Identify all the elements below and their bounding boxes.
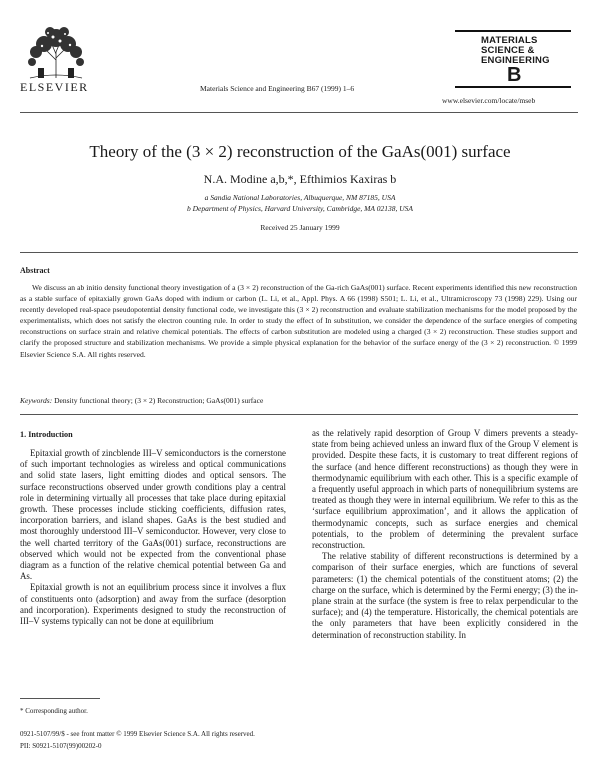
keywords-label: Keywords: [20, 396, 53, 405]
left-column [20, 448, 286, 627]
article-authors: N.A. Modine a,b,*, Efthimios Kaxiras b [203, 172, 397, 186]
article-title: Theory of the (3 × 2) reconstruction of the GaAs(001) surface [89, 142, 511, 161]
paragraph: The relative stability of different reconstructions is determined by a comparison of their surface energies, which are functions of several parameters: (1) the chemical potentials of the constituent atoms; (2) the charge on the surface, which is determined by the Fermi energy; (3) the in-plane strain at the surface (the system is free to relax perpendicular to the surface); and (4) the temperature. Historically, the chemical potentials are the only parameters that have been explicitly considered in the determination of reconstruction stability. In [312, 551, 578, 640]
journal-logo-line: MATERIALS [481, 35, 538, 46]
received-date: Received 25 January 1999 [260, 223, 340, 232]
footnote-rule [20, 698, 100, 699]
keywords-values: Density functional theory; (3 × 2) Reconstruction; GaAs(001) surface [54, 396, 264, 405]
journal-logo-line: ENGINEERING [481, 55, 550, 66]
abstract-top-rule [20, 252, 578, 253]
issn-line: 0921-5107/99/$ - see front matter © 1999 Elsevier Science S.A. All rights reserved. [20, 730, 255, 738]
journal-logo-letter: B [507, 64, 522, 86]
abstract-bottom-rule [20, 414, 578, 415]
right-column [312, 428, 578, 641]
header-rule [20, 112, 578, 113]
journal-logo-line: SCIENCE & [481, 45, 535, 56]
abstract-heading: Abstract [20, 266, 50, 275]
corresponding-author-note: * Corresponding author. [20, 707, 88, 715]
journal-logo-title [481, 36, 571, 66]
journal-logo [455, 30, 571, 88]
affiliation-b: b Department of Physics, Harvard University, Cambridge, MA 02138, USA [186, 204, 414, 213]
paragraph: Epitaxial growth of zincblende III–V semiconductors is the cornerstone of such important technologies as wireless and optical communications and solid state lasers, light emitting diodes and optical sensors. The surface reconstructions observed under growth conditions play a central role in determining virtually all processes that take place during epitaxial growth. These processes include sticking coefficients, diffusion rates, incorporation barriers, and island shapes. GaAs is the best studied and most thoroughly understood III–V semiconductor. However, very close to the well charted territory of the GaAs(001) surface, reconstructions are observed which would not be expected from the conventional phase diagram as a function of the relative chemical potential between Ga and As. [20, 448, 286, 582]
paragraph: Epitaxial growth is not an equilibrium process since it involves a flux of constituents onto (adsorption) and away from the surface (desorption and incorporation). Experiments designed to study the reconstruction of III–V systems typically can not be done at equilibrium [20, 582, 286, 627]
publisher-name: ELSEVIER [20, 80, 89, 94]
abstract-text: We discuss an ab initio density functional theory investigation of a (3 × 2) reconstruction of the Ga-rich GaAs(001) surface. Recent experiments identified this new reconstruction as a stable surface of epitaxially grown GaAs doped with indium or carbon (L. Li, et al., Appl. Phys. A 66 (1998) S501; L. Li, et al., Ultramicroscopy 73 (1998) 229). Using our recently developed real-space pseudopotential density functional code, we investigate this (3 × 2) reconstruction and evaluate stabilization mechanisms for the model proposed by the experimentalists, which does not satisfy the electron counting rule. In order to study the effect of In substitution, we consider the dependence of the surface energies of competing reconstructions on surface strain and relative chemical potentials. The effects of carbon substitution are modeled using a charged (3 × 2) reconstruction. These studies support and clarify the proposed structure and stabilization mechanisms. We provide a simple physical explanation for the behavior of the surface energy of the (3 × 2) reconstruction. © 1999 Elsevier Science S.A. All rights reserved. [20, 283, 577, 359]
affiliation-a: a Sandia National Laboratories, Albuquerque, NM 87185, USA [204, 193, 396, 202]
paragraph: as the relatively rapid desorption of Group V dimers prevents a steady-state from being achieved unless an inward flux of the Group V element is provided. Despite these facts, it is customary to treat different regions of the surface (and hence different reconstructions) as though they were in thermodynamic equilibrium with each other. This is a specific example of a frequently useful approach in which parts of nonequilibrium systems are treated as though they were in internal equilibrium. We refer to this as the ‘surface equilibrium approximation’, and it allows the application of thermodynamic concepts, such as surface energies and chemical potentials, to the problem of determining the prevalent surface reconstruction. [312, 428, 578, 551]
keywords-line [20, 396, 580, 405]
section-heading: 1. Introduction [20, 430, 73, 439]
journal-url[interactable]: www.elsevier.com/locate/mseb [442, 96, 536, 105]
pii-line: PII: S0921-5107(99)00202-0 [20, 742, 102, 750]
journal-reference: Materials Science and Engineering B67 (1999) 1–6 [200, 84, 355, 93]
